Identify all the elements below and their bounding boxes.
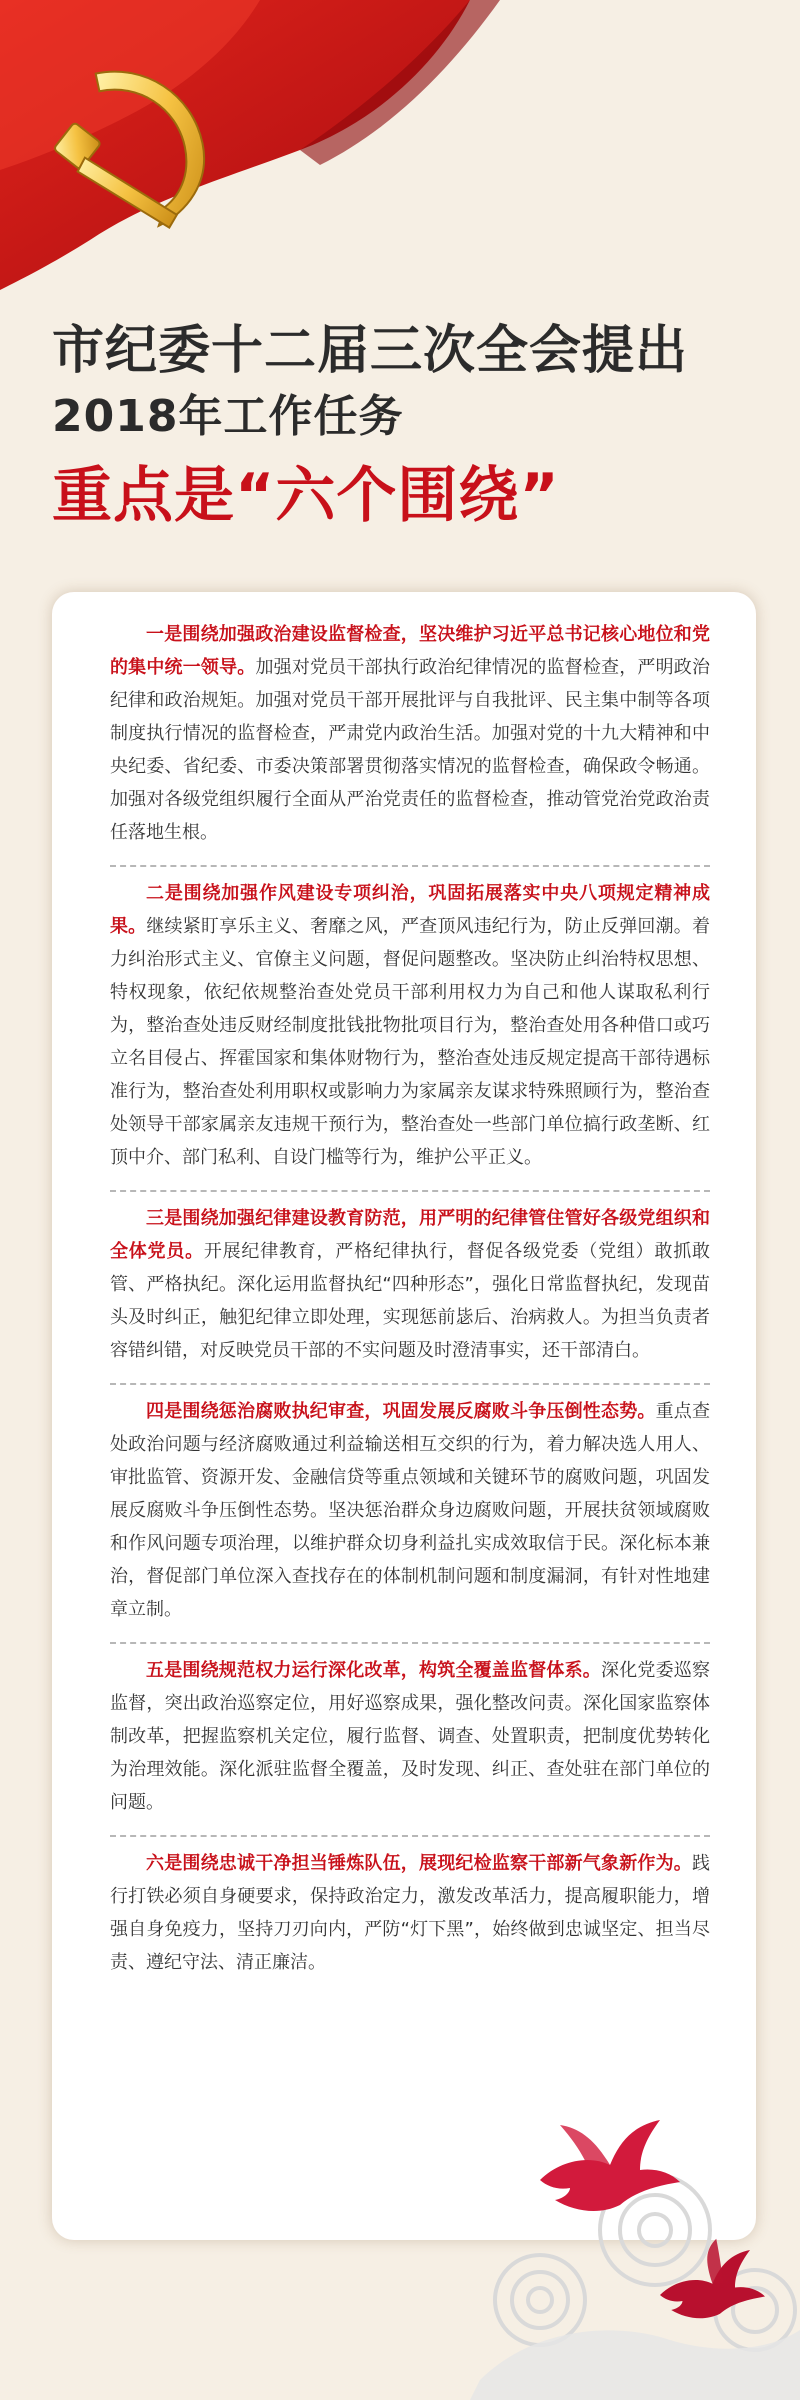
section-2 [110,865,710,1190]
cloud-swirl [495,2175,795,2350]
section-paragraph [110,618,710,849]
section-5 [110,1642,710,1835]
sections-list [110,608,710,1995]
section-paragraph [110,1395,710,1626]
section-lead: 一是围绕加强政治建设监督检查，坚决维护习近平总书记核心地位和党的集中统一领导。 [110,624,710,678]
dove-icon [660,2239,765,2319]
section-body: 践行打铁必须自身硬要求，保持政治定力，激发改革活力，提高履职能力，增强自身免疫力，坚持刀刃向内，严防“灯下黑”，始终做到忠诚坚定、担当尽责、遵纪守法、清正廉洁。 [110,1853,710,1973]
title-line-2: 2018年工作任务 [52,391,404,442]
section-lead: 四是围绕惩治腐败执纪审查，巩固发展反腐败斗争压倒性态势。 [146,1401,656,1422]
section-3 [110,1190,710,1383]
section-lead: 三是围绕加强纪律建设教育防范，用严明的纪律管住管好各级党组织和全体党员。 [110,1208,710,1262]
title-line-3: 重点是“六个围绕” [52,461,560,531]
section-paragraph [110,877,710,1174]
content-card [52,592,756,2240]
section-paragraph [110,1847,710,1979]
section-paragraph [110,1654,710,1819]
section-lead: 六是围绕忠诚干净担当锤炼队伍，展现纪检监察干部新气象新作为。 [146,1853,692,1874]
section-body: 重点查处政治问题与经济腐败通过利益输送相互交织的行为，着力解决选人用人、审批监管、资源开发、金融信贷等重点领域和关键环节的腐败问题，巩固发展反腐败斗争压倒性态势。坚决惩治群众身边腐败问题，开展扶贫领域腐败和作风问题专项治理，以维护群众切身利益扎实成效取信于民。深化标本兼治，督促部门单位深入查找存在的体制机制问题和制度漏洞，有针对性地建章立制。 [110,1401,711,1620]
section-body: 加强对党员干部执行政治纪律情况的监督检查，严明政治纪律和政治规矩。加强对党员干部开展批评与自我批评、民主集中制等各项制度执行情况的监督检查，严肃党内政治生活。加强对党的十九大精神和中央纪委、省纪委、市委决策部署贯彻落实情况的监督检查，确保政令畅通。加强对各级党组织履行全面从严治党责任的监督检查，推动管党治党政治责任落地生根。 [110,657,710,843]
section-lead: 二是围绕加强作风建设专项纠治，巩固拓展落实中央八项规定精神成果。 [110,883,710,937]
section-body: 开展纪律教育，严格纪律执行，督促各级党委（党组）敢抓敢管、严格执纪。深化运用监督执纪“四种形态”，强化日常监督执纪，发现苗头及时纠正，触犯纪律立即处理，实现惩前毖后、治病救人。为担当负责者容错纠错，对反映党员干部的不实问题及时澄清事实，还干部清白。 [110,1241,711,1361]
section-body: 深化党委巡察监督，突出政治巡察定位，用好巡察成果，强化整改问责。深化国家监察体制改革，把握监察机关定位，履行监督、调查、处置职责，把制度优势转化为治理效能。深化派驻监督全覆盖，及时发现、纠正、查处驻在部门单位的问题。 [110,1660,710,1813]
section-paragraph [110,1202,710,1367]
title-line-1: 市纪委十二届三次全会提出 [52,321,689,381]
section-1 [110,608,710,865]
dove-icon [540,2120,680,2211]
bottom-decoration [470,2080,800,2400]
section-4 [110,1383,710,1642]
section-lead: 五是围绕规范权力运行深化改革，构筑全覆盖监督体系。 [146,1660,601,1681]
header-banner [0,0,800,300]
section-6 [110,1835,710,1995]
section-body: 继续紧盯享乐主义、奢靡之风，严查顶风违纪行为，防止反弹回潮。着力纠治形式主义、官僚主义问题，督促问题整改。坚决防止纠治特权思想、特权现象，依纪依规整治查处党员干部利用权力为自己和他人谋取私利行为，整治查处违反财经制度批钱批物批项目行为，整治查处用各种借口或巧立名目侵占、挥霍国家和集体财物行为，整治查处违反规定提高干部待遇标准行为，整治查处利用职权或影响力为家属亲友谋求特殊照顾行为，整治查处领导干部家属亲友违规干预行为，整治查处一些部门单位搞行政垄断、红顶中介、部门私利、自设门槛等行为，维护公平正义。 [110,916,710,1168]
